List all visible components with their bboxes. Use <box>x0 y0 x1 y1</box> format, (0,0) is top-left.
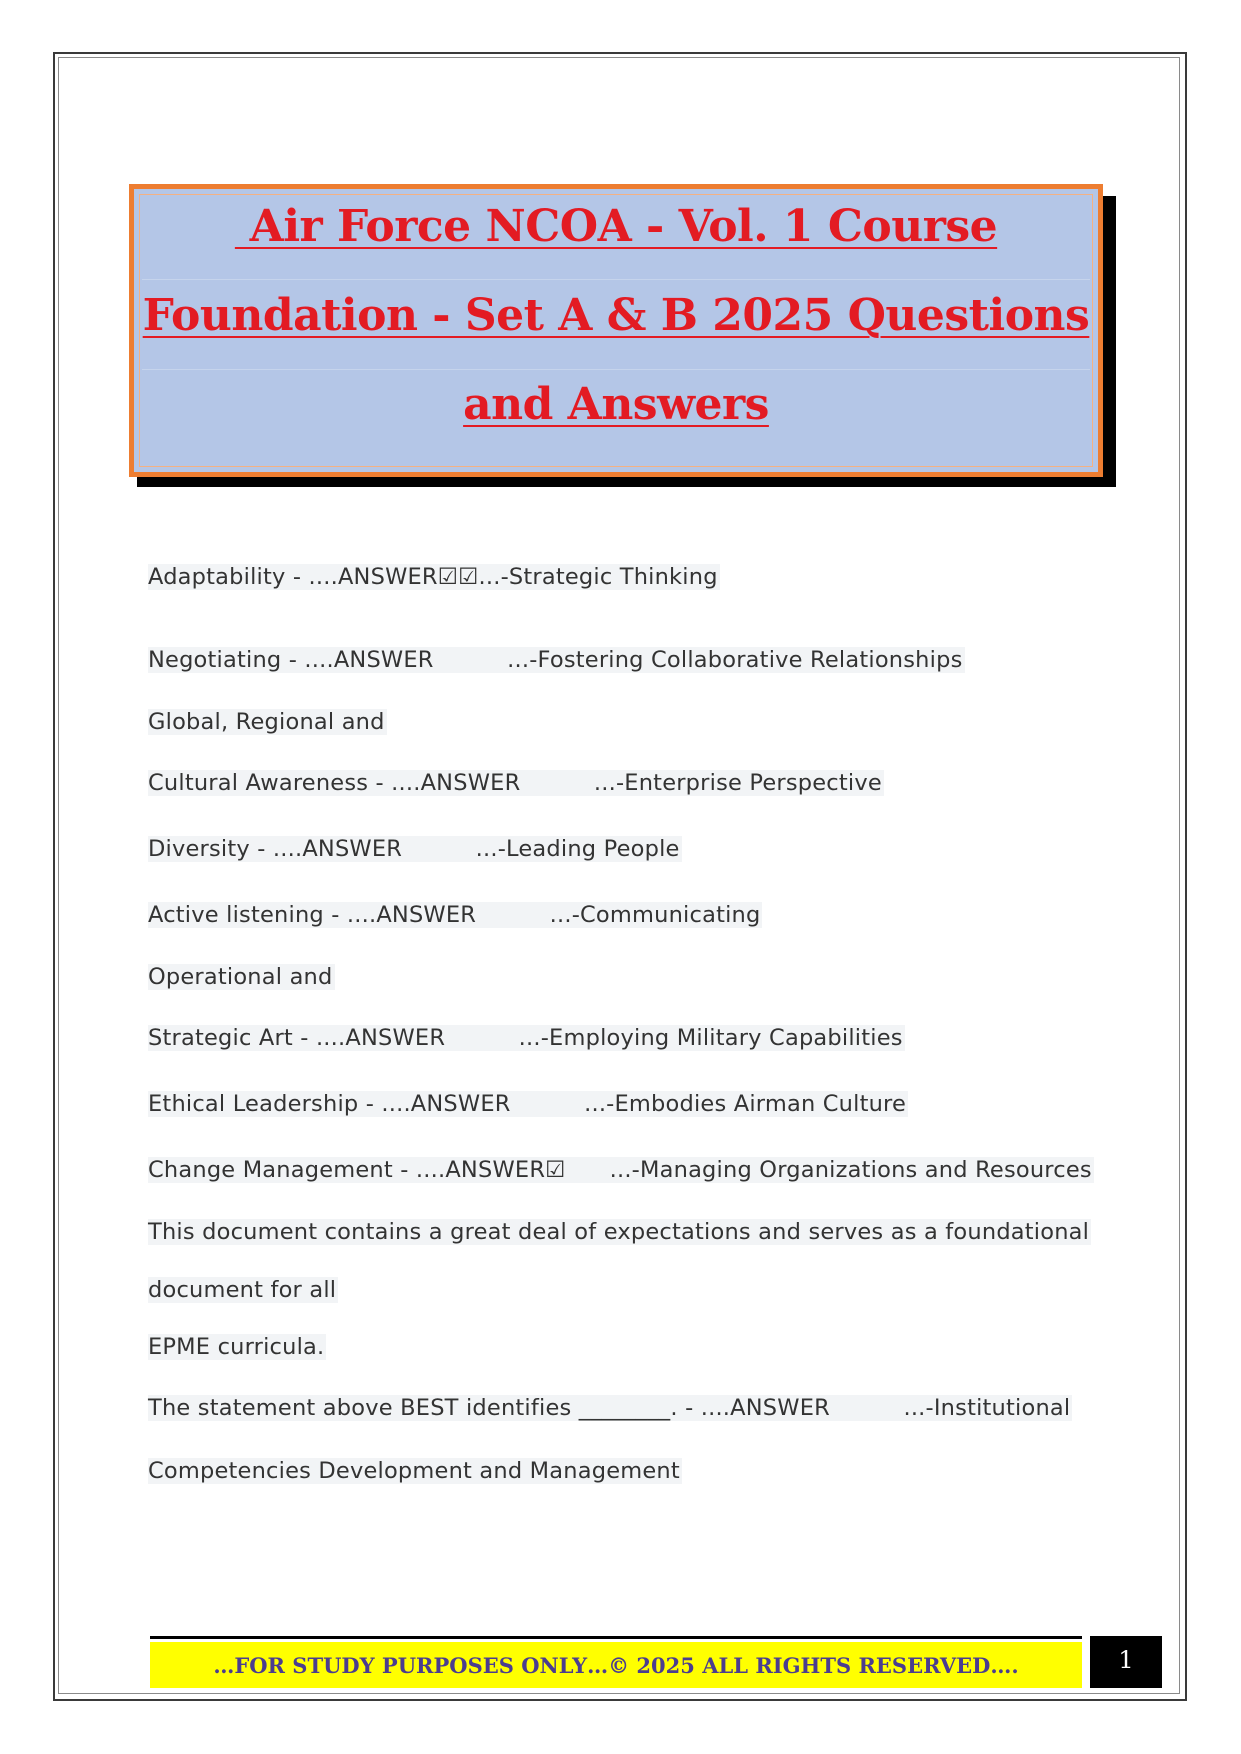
qa-row <box>148 1153 1094 1187</box>
qa-text: Adaptability - ....ANSWER☑☑...-Strategic Thinking <box>148 564 718 590</box>
qa-text: EPME curricula. <box>148 1334 325 1360</box>
title-divider <box>142 369 1090 370</box>
qa-text: Global, Regional and <box>148 709 385 735</box>
qa-text: Strategic Art - ....ANSWER ...-Employing Military Capabilities <box>148 1025 903 1051</box>
qa-text: Change Management - ....ANSWER☑ ...-Managing Organizations and Resources <box>148 1157 1092 1183</box>
qa-row <box>148 560 720 594</box>
qa-row <box>148 643 965 677</box>
qa-row <box>148 960 335 994</box>
footer-banner: …FOR STUDY PURPOSES ONLY…© 2025 ALL RIGHTS RESERVED…. <box>150 1642 1082 1688</box>
qa-row <box>148 1454 682 1488</box>
qa-row <box>148 898 762 932</box>
qa-row <box>148 705 387 739</box>
qa-text: Diversity - ....ANSWER ...-Leading People <box>148 836 680 862</box>
qa-row <box>148 766 884 800</box>
qa-row <box>148 1391 1072 1425</box>
qa-row <box>148 1087 908 1121</box>
qa-row <box>148 1330 326 1364</box>
title-box <box>129 184 1103 477</box>
qa-text: Negotiating - ....ANSWER ...-Fostering Collaborative Relationships <box>148 647 963 673</box>
footer-rule <box>150 1636 1082 1639</box>
qa-text: This document contains a great deal of expectations and serves as a foundational <box>148 1219 1090 1245</box>
page-number: 1 <box>1090 1636 1162 1688</box>
title-line-1: Air Force NCOA - Vol. 1 Course <box>234 201 998 252</box>
title-line-2: Foundation - Set A & B 2025 Questions <box>142 290 1090 341</box>
qa-text: document for all <box>148 1277 337 1303</box>
qa-text: Ethical Leadership - ....ANSWER ...-Embodies Airman Culture <box>148 1091 907 1117</box>
qa-text: The statement above BEST identifies ________. - ....ANSWER ...-Institutional <box>148 1395 1071 1421</box>
title-divider <box>142 279 1090 280</box>
qa-text: Active listening - ....ANSWER ...-Communicating <box>148 902 761 928</box>
qa-text: Operational and <box>148 964 333 990</box>
qa-text: Competencies Development and Management <box>148 1458 680 1484</box>
qa-row <box>148 832 682 866</box>
title-line-3: and Answers <box>463 379 769 430</box>
qa-text: Cultural Awareness - ....ANSWER ...-Enterprise Perspective <box>148 770 882 796</box>
qa-row <box>148 1273 338 1307</box>
qa-row <box>148 1021 905 1055</box>
qa-row <box>148 1215 1091 1249</box>
